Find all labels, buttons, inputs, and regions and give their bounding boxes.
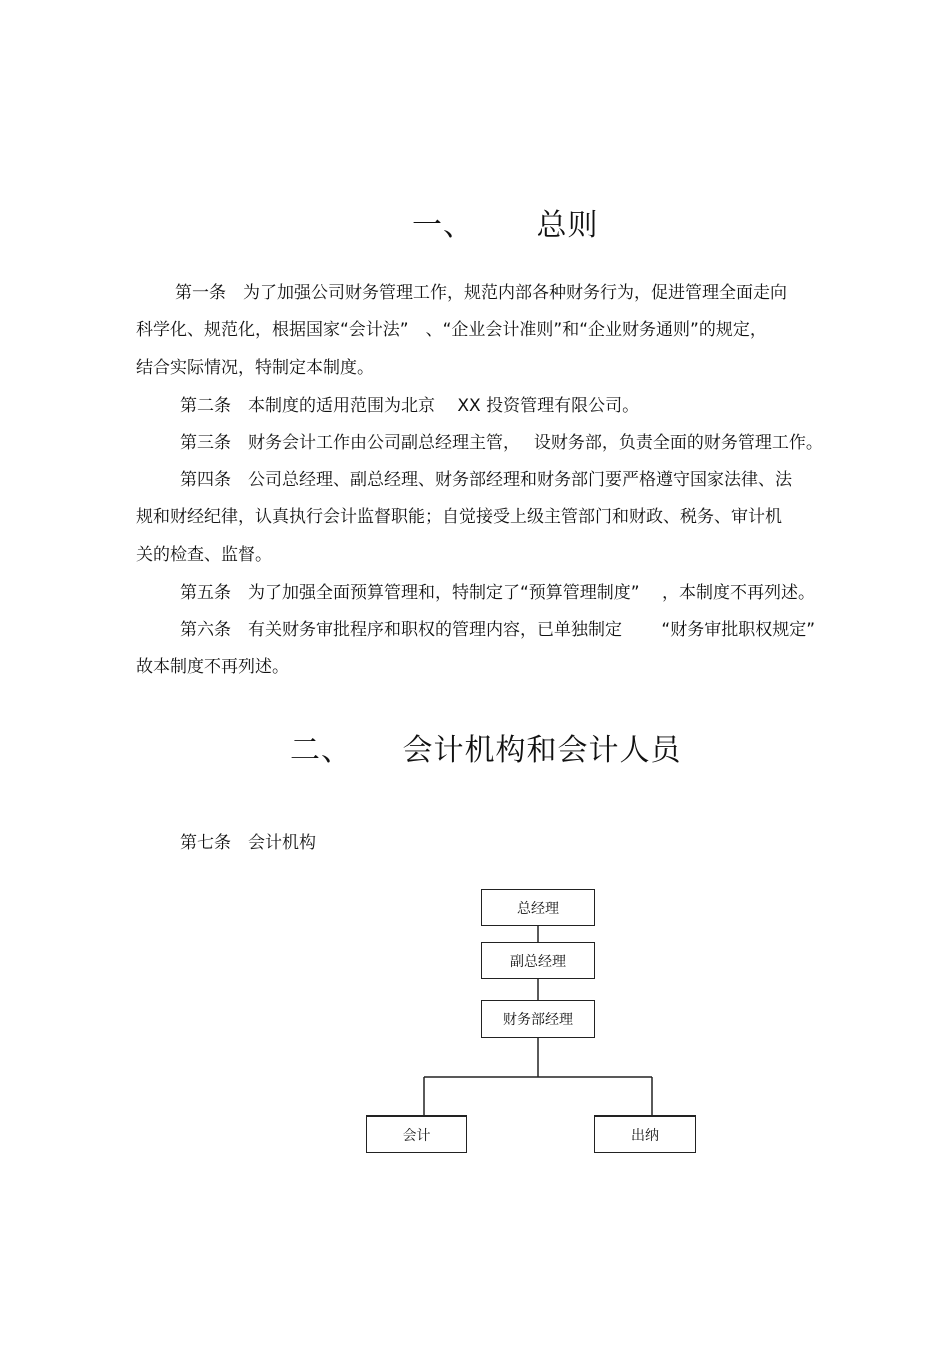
article-1-line-2: 科学化、规范化，根据国家“会计法” 、“企业会计准则”和“企业财务通则”的规定， — [136, 320, 767, 340]
org-box-deputy-general-manager — [481, 942, 595, 979]
org-label-accountant: 会计 — [402, 1127, 431, 1144]
org-box-finance-manager — [481, 1000, 595, 1038]
article-4-line-3: 关的检查、监督。 — [136, 545, 272, 565]
article-1-line-3: 结合实际情况，特制定本制度。 — [136, 358, 374, 378]
article-4-line-1: 第四条 公司总经理、副总经理、财务部经理和财务部门要严格遵守国家法律、法 — [180, 470, 792, 490]
article-2-line: 第二条 本制度的适用范围为北京 XX 投资管理有限公司。 — [180, 396, 640, 416]
article-5-line: 第五条 为了加强全面预算管理和，特制定了“预算管理制度” ，本制度不再列述。 — [180, 583, 816, 603]
article-4-line-2: 规和财经纪律，认真执行会计监督职能；自觉接受上级主管部门和财政、税务、审计机 — [136, 507, 782, 527]
article-3-line: 第三条 财务会计工作由公司副总经理主管， 设财务部，负责全面的财务管理工作。 — [180, 433, 823, 453]
section-2-number: 二、 — [290, 733, 352, 768]
org-box-cashier — [594, 1115, 696, 1153]
org-box-general-manager — [481, 889, 595, 926]
org-label-finance-manager: 财务部经理 — [503, 1012, 573, 1028]
org-label-cashier: 出纳 — [631, 1127, 659, 1144]
section-2-title: 会计机构和会计人员 — [402, 733, 682, 768]
article-6-line-2: 故本制度不再列述。 — [136, 657, 289, 677]
org-box-accountant — [366, 1115, 467, 1153]
section-1-number: 一、 — [412, 208, 474, 243]
article-7-line: 第七条 会计机构 — [180, 833, 316, 853]
org-label-general-manager: 总经理 — [517, 900, 559, 917]
article-1-line-1: 第一条 为了加强公司财务管理工作，规范内部各种财务行为，促进管理全面走向 — [175, 283, 787, 303]
article-6-line-1: 第六条 有关财务审批程序和职权的管理内容，已单独制定 “财务审批职权规定” — [180, 620, 816, 640]
section-1-title: 总则 — [536, 208, 599, 243]
org-label-deputy-general-manager: 副总经理 — [510, 953, 566, 970]
